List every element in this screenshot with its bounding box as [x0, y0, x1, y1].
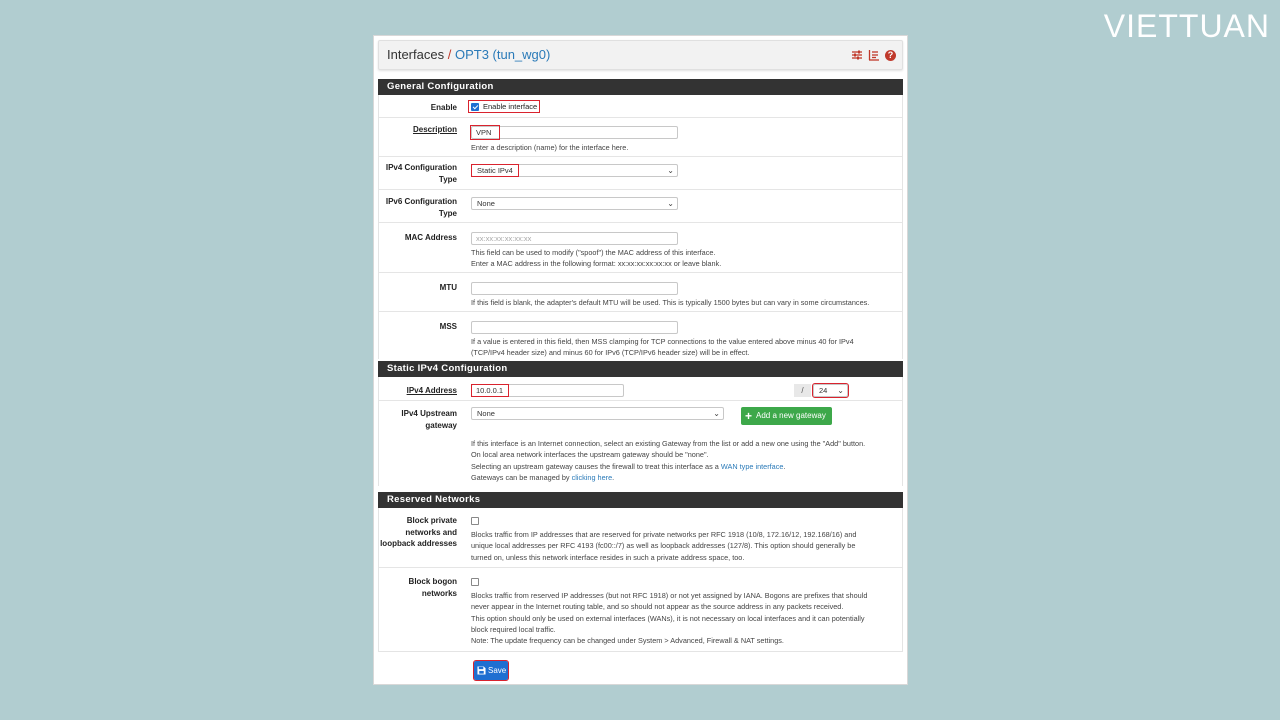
cidr-slash: /	[794, 384, 811, 397]
ipv4-address-row	[379, 377, 902, 401]
log-list-icon[interactable]	[868, 49, 880, 61]
gateway-help-2: On local area network interfaces the upstream gateway should be "none".	[471, 450, 709, 459]
static-ipv4-panel	[378, 377, 903, 486]
description-help: Enter a description (name) for the interface here.	[471, 143, 629, 152]
enable-row	[379, 95, 902, 118]
breadcrumb-bar	[378, 40, 903, 70]
block-bogon-help-3: This option should only be used on external interfaces (WANs), it is not necessary on local interfaces and it can potentially	[471, 614, 865, 623]
mss-label: MSS	[439, 322, 457, 331]
ipv4-type-label-line1: IPv4 Configuration	[385, 163, 457, 172]
mac-address-help-2: Enter a MAC address in the following format: xx:xx:xx:xx:xx:xx or leave blank.	[471, 259, 722, 268]
enable-interface-checkbox[interactable]	[471, 103, 479, 111]
cidr-select[interactable]	[813, 384, 848, 397]
breadcrumb	[387, 47, 550, 62]
block-private-help-1: Blocks traffic from IP addresses that are reserved for private networks per RFC 1918 (10/8, 172.16/12, 192.168/16) and	[471, 530, 857, 539]
ipv4-gateway-select[interactable]	[471, 407, 724, 420]
gateway-help-3-suffix: .	[783, 462, 786, 471]
ipv4-gateway-row	[379, 401, 902, 486]
block-bogon-help-2: never appear in the Internet routing table, and so should not appear as the source address in any packets received.	[471, 602, 844, 611]
mss-help-2: (TCP/IPv4 header size) and minus 60 for IPv6 (TCP/IPv6 header size) will be in effect.	[471, 348, 750, 357]
ipv4-gateway-value: None	[477, 409, 495, 418]
block-private-checkbox[interactable]	[471, 517, 479, 525]
section-static-ipv4-configuration: Static IPv4 Configuration	[378, 361, 903, 377]
gateway-help-4-suffix: .	[612, 473, 615, 482]
breadcrumb-root[interactable]: Interfaces	[387, 47, 445, 62]
sliders-icon[interactable]	[851, 49, 863, 61]
ipv6-type-label	[377, 196, 457, 219]
block-bogon-label-line1: Block bogon	[408, 577, 457, 586]
block-private-label-line2: networks and	[405, 527, 457, 537]
ipv4-gateway-label-line2: gateway	[425, 420, 457, 430]
gateway-help-4	[471, 472, 614, 483]
chevron-down-icon: ⌄	[667, 166, 674, 175]
block-private-label-line3: loopback addresses	[380, 539, 457, 548]
mss-input[interactable]	[471, 321, 678, 334]
description-label: Description	[412, 125, 457, 134]
mac-address-placeholder: xx:xx:xx:xx:xx:xx	[476, 234, 532, 243]
mac-address-help-1: This field can be used to modify ("spoof") the MAC address of this interface.	[471, 248, 716, 257]
mtu-input[interactable]	[471, 282, 678, 295]
block-bogon-help-5: Note: The update frequency can be changed under System > Advanced, Firewall & NAT settings.	[471, 636, 784, 645]
section-general-configuration: General Configuration	[378, 79, 903, 95]
wan-type-interface-link[interactable]: WAN type interface	[720, 462, 784, 471]
ipv4-address-value: 10.0.0.1	[476, 386, 504, 395]
mtu-help: If this field is blank, the adapter's default MTU will be used. This is typically 1500 bytes but can vary in some circumstances.	[471, 298, 870, 307]
add-gateway-label: Add a new gateway	[756, 411, 826, 420]
breadcrumb-separator: /	[447, 47, 452, 62]
ipv6-type-select[interactable]	[471, 197, 678, 210]
enable-label: Enable	[430, 103, 457, 112]
gateway-help-3-prefix: Selecting an upstream gateway causes the firewall to treat this interface as a	[471, 462, 721, 471]
section-reserved-networks: Reserved Networks	[378, 492, 903, 508]
ipv4-address-label: IPv4 Address	[406, 386, 457, 395]
ipv4-type-row	[379, 157, 902, 190]
chevron-down-icon: ⌄	[713, 409, 720, 418]
block-private-label-line1: Block private	[406, 516, 457, 525]
description-value: VPN	[476, 128, 492, 137]
mac-address-row	[379, 223, 902, 273]
ipv6-type-label-line1: IPv6 Configuration	[385, 197, 457, 206]
header-icons	[851, 49, 896, 61]
highlight-box	[471, 164, 519, 177]
block-bogon-checkbox[interactable]	[471, 578, 479, 586]
block-bogon-row	[379, 568, 902, 652]
mac-address-input[interactable]	[471, 232, 678, 245]
block-private-label	[367, 515, 457, 550]
mtu-label: MTU	[439, 283, 457, 292]
add-gateway-button[interactable]	[741, 407, 832, 425]
ipv6-type-row	[379, 190, 902, 223]
save-button[interactable]	[474, 661, 508, 680]
chevron-down-icon: ⌄	[837, 386, 844, 395]
gateway-help-4-prefix: Gateways can be managed by	[471, 473, 572, 482]
block-bogon-label-line2: networks	[421, 588, 457, 598]
general-configuration-panel	[378, 95, 903, 359]
ipv4-type-label-line2: Type	[438, 174, 457, 184]
ipv4-gateway-label-line1: IPv4 Upstream	[401, 409, 457, 418]
enable-interface-checkbox-label: Enable interface	[483, 102, 538, 111]
floppy-disk-icon	[477, 666, 486, 675]
mtu-row	[379, 273, 902, 312]
breadcrumb-current[interactable]: OPT3 (tun_wg0)	[454, 47, 551, 62]
cidr-value: 24	[819, 386, 828, 395]
help-icon[interactable]: ?	[885, 50, 896, 61]
gateway-help-1: If this interface is an Internet connection, select an existing Gateway from the list or add a new one using the "Add" button.	[471, 439, 866, 448]
ipv4-gateway-label	[377, 408, 457, 431]
ipv6-type-value: None	[477, 199, 495, 208]
description-input[interactable]	[471, 126, 678, 139]
block-private-help-3: turned on, unless this network interface resides in such a private address space, too.	[471, 553, 745, 562]
ipv4-type-value: Static IPv4	[477, 166, 513, 175]
block-private-help-2: unique local addresses per RFC 4193 (fc00::/7) as well as loopback addresses (127/8). This option should generally be	[471, 541, 856, 550]
mss-row	[379, 312, 902, 359]
mss-help-1: If a value is entered in this field, then MSS clamping for TCP connections to the value entered above minus 40 for IPv4	[471, 337, 854, 346]
description-row	[379, 118, 902, 157]
ipv6-type-label-line2: Type	[438, 208, 457, 218]
chevron-down-icon: ⌄	[667, 199, 674, 208]
save-button-label: Save	[488, 666, 507, 675]
ipv4-type-label	[377, 162, 457, 185]
reserved-networks-panel	[378, 508, 903, 652]
clicking-here-link[interactable]: clicking here	[571, 473, 613, 482]
mac-address-label: MAC Address	[404, 233, 457, 242]
brand-logo: VIETTUAN	[1103, 8, 1270, 44]
block-bogon-help-1: Blocks traffic from reserved IP addresses (but not RFC 1918) or not yet assigned by IANA. Bogons are prefixes that should	[471, 591, 868, 600]
highlight-box	[471, 384, 509, 397]
block-bogon-label	[377, 576, 457, 599]
gateway-help-3	[471, 461, 785, 472]
plus-icon: +	[745, 409, 753, 423]
block-bogon-help-4: block required local traffic.	[471, 625, 556, 634]
block-private-row	[379, 508, 902, 568]
pfsense-interface-page	[373, 35, 908, 685]
highlight-box	[470, 125, 500, 140]
